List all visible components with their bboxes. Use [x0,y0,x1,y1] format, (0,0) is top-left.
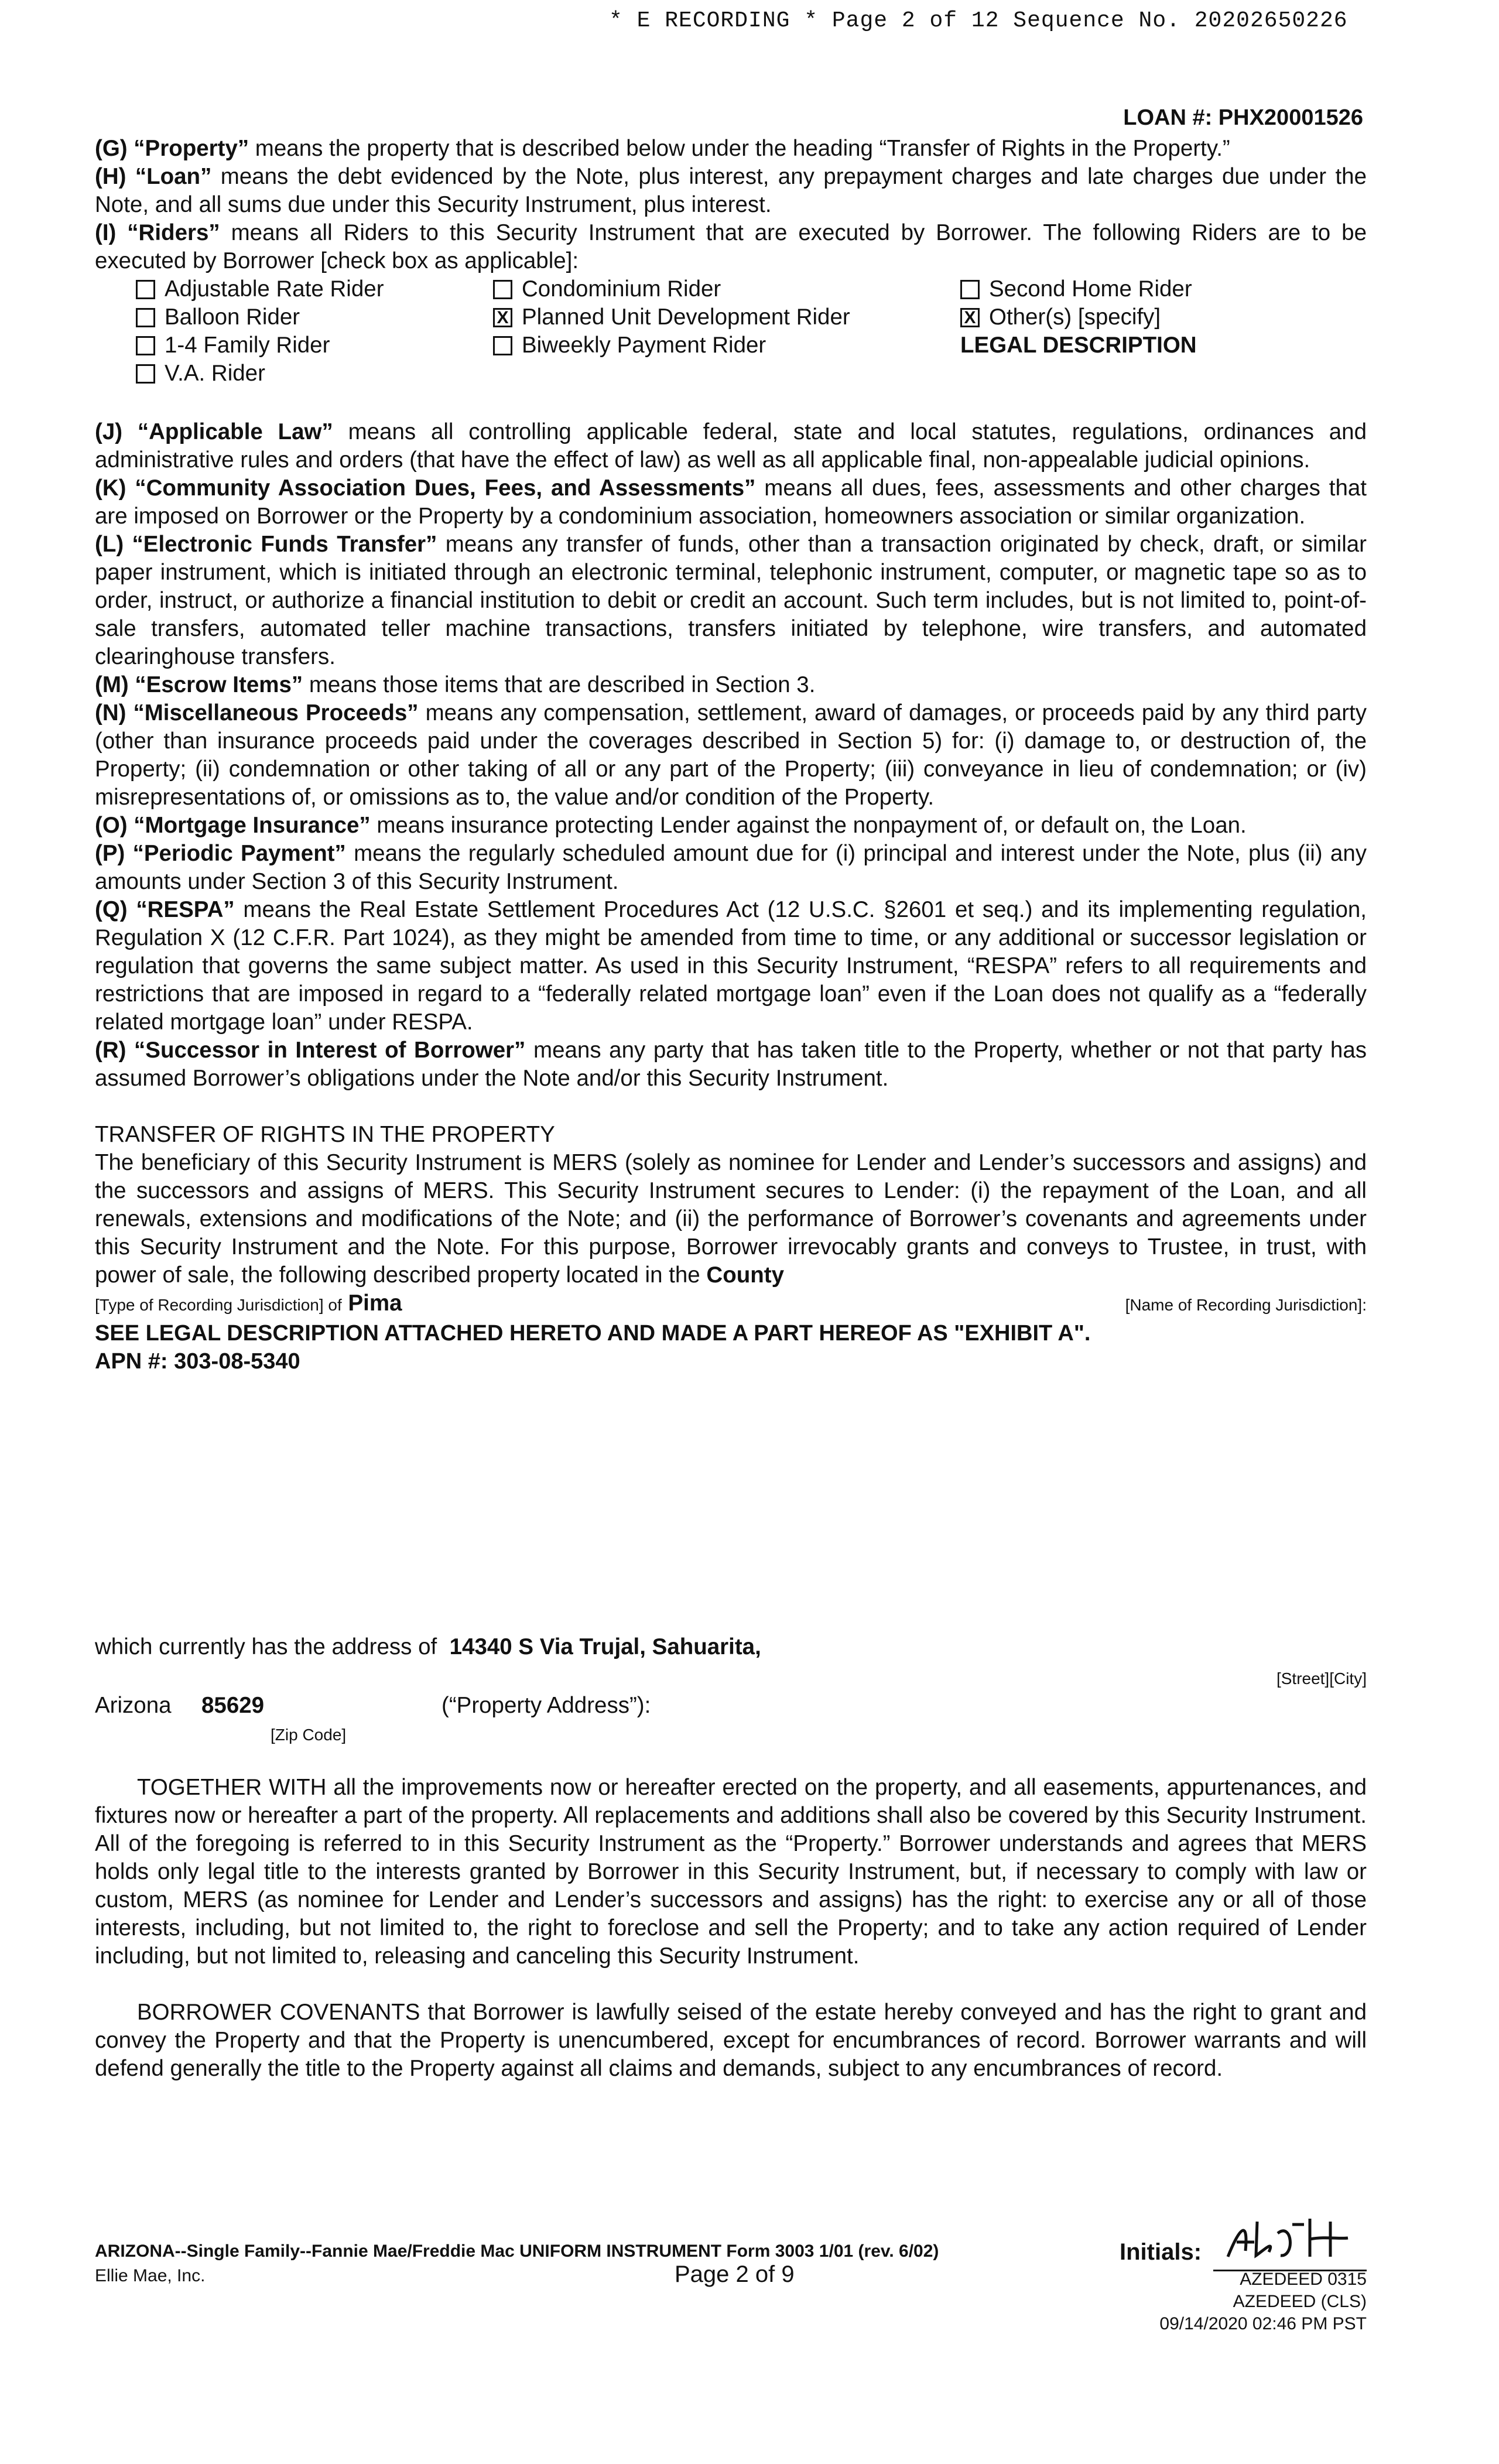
jurisdiction-type: County [706,1262,784,1288]
together-paragraph: TOGETHER WITH all the improvements now or hereafter erected on the property, and all easements, appurtenances, and fixtures now or hereafter a part of the property. All replacements and additions shall also be covered by this Security Instrument. All of the foregoing is referred to in this Security Instrument as the “Property.” Borrower understands and agrees that MERS holds only legal title to the interests granted by Borrower in this Security Instrument, but, if necessary to comply with law or custom, MERS (as nominee for Lender and Lender’s successors and assigns) has the right: to exercise any or all of those interests, including, but not limited to, the right to foreclose and sell the Property; and to take any action required of Lender including, but not limited to, releasing and canceling this Security Instrument. [95,1775,1367,1969]
def-text: means all Riders to this Security Instrument that are executed by Borrower. The following Riders are to be executed by Borrower [check box as applicable]: [95,220,1367,273]
checkbox[interactable] [960,280,980,299]
def-text: means any transfer of funds, other than a transaction originated by check, draft, or similar paper instrument, which is initiated through an electronic terminal, telephonic instrument, computer, or magnetic tape so as to order, instruct, or authorize a financial institution to debit or credit an account. Such term includes, but is not limited to, point-of-sale transfers, automated teller machine transactions, transfers initiated by telephone, wire transfers, and automated clearinghouse transfers. [95,532,1367,669]
rider-va [136,360,265,388]
definition-j [95,418,1367,474]
def-text: means insurance protecting Lender against the nonpayment of, or default on, the Loan. [370,813,1247,838]
initials-label: Initials: [1120,2239,1202,2265]
def-label: (R) “Successor in Interest of Borrower” [95,1038,526,1063]
def-label: (P) “Periodic Payment” [95,841,346,866]
checkbox[interactable] [493,280,512,299]
def-text: means all dues, fees, assessments and other charges that are imposed on Borrower or the Property by a condominium association, homeowners association or similar organization. [95,475,1367,529]
checkbox[interactable] [136,364,155,384]
checkbox[interactable] [136,308,155,327]
riders-checklist [95,275,1367,390]
page-number: Page 2 of 9 [675,2261,795,2287]
definition-q [95,896,1367,1036]
type-label: [Type of Recording Jurisdiction] of [95,1296,342,1314]
def-text: means any party that has taken title to the Property, whether or not that party has assumed Borrower’s obligations under the Note and/or this Security Instrument. [95,1038,1367,1091]
rider-label: Adjustable Rate Rider [165,276,384,302]
vendor-name: Ellie Mae, Inc. [95,2266,206,2285]
print-datetime: 09/14/2020 02:46 PM PST [1159,2314,1367,2333]
rider-biweekly-payment [493,331,766,360]
def-label: (G) “Property” [95,136,249,161]
rider-other [960,303,1161,331]
loan-number: LOAN #: PHX20001526 [1123,105,1363,130]
rider-second-home [960,275,1192,303]
def-text: means the property that is described below under the heading “Transfer of Rights in the Property.” [249,136,1230,161]
covenants-paragraph: BORROWER COVENANTS that Borrower is lawfully seised of the estate hereby conveyed and has the right to grant and convey the Property and that the Property is unencumbered, except for encumbrances of record. Borrower warrants and will defend generally the title to the Property against all claims and demands, subject to any encumbrances of record. [95,2000,1367,2081]
definition-n [95,699,1367,812]
name-label: [Name of Recording Jurisdiction]: [1125,1296,1367,1314]
definition-k [95,474,1367,531]
legal-description-line: SEE LEGAL DESCRIPTION ATTACHED HERETO AND MADE A PART HEREOF AS "EXHIBIT A". [95,1321,1091,1346]
document-body [95,135,1367,2083]
apn-number: APN #: 303-08-5340 [95,1349,300,1374]
rider-label: 1-4 Family Rider [165,333,330,358]
def-text: means any compensation, settlement, award of damages, or proceeds paid by any third party (other than insurance proceeds paid under the coverages described in Section 5) for: (i) damage to, or destruction of, the Property; (ii) condemnation or other taking of all or any part of the Property; (iii) conveyance in lieu of condemnation; or (iv) misrepresentations of, or omissions as to, the value and/or condition of the Property. [95,700,1367,810]
def-label: (K) “Community Association Dues, Fees, and Assessments” [95,475,756,501]
rider-label: Other(s) [specify] [989,304,1161,330]
def-text: means the Real Estate Settlement Procedures Act (12 U.S.C. §2601 et seq.) and its implementing regulation, Regulation X (12 C.F.R. Part 1024), as they might be amended from time to time, or any additional or successor legislation or regulation that governs the same subject matter. As used in this Security Instrument, “RESPA” refers to all requirements and restrictions that are imposed in regard to a “federally related mortgage loan” even if the Loan does not qualify as a “federally related mortgage loan” under RESPA. [95,897,1367,1035]
rider-other-specified: LEGAL DESCRIPTION [960,333,1197,358]
zip-code-label: [Zip Code] [271,1726,347,1744]
definition-g [95,135,1367,163]
def-text: means those items that are described in Section 3. [303,672,816,697]
definition-i [95,219,1367,275]
property-address-label: (“Property Address”): [442,1693,651,1718]
def-text: means the regularly scheduled amount due for (i) principal and interest under the Note, plus (ii) any amounts under Section 3 of this Security Instrument. [95,841,1367,894]
checkbox[interactable] [136,280,155,299]
address-line [95,1633,761,1661]
def-label: (I) “Riders” [95,220,220,245]
rider-condominium [493,275,721,303]
rider-planned-unit-development [493,303,850,331]
definition-r [95,1036,1367,1093]
definition-m [95,671,1367,699]
document-codes [1159,2268,1367,2335]
transfer-text: The beneficiary of this Security Instrument is MERS (solely as nominee for Lender and Lender’s successors and assigns) and the successors and assigns of MERS. This Security Instrument secures to Lender: (i) the repayment of the Loan, and all renewals, extensions and modifications of the Note; and (ii) the performance of Borrower’s covenants and agreements under this Security Instrument and the Note. For this purpose, Borrower irrevocably grants and conveys to Trustee, in trust, with power of sale, the following described property located in the [95,1150,1367,1288]
checkbox-checked[interactable]: X [960,308,980,327]
transfer-heading: TRANSFER OF RIGHTS IN THE PROPERTY [95,1122,555,1147]
checkbox-checked[interactable]: X [493,308,512,327]
page-footer [95,2239,1367,2356]
rider-label: Condominium Rider [522,276,721,302]
street-city-label: [Street][City] [1276,1669,1367,1688]
jurisdiction-name: Pima [348,1291,402,1316]
form-title: ARIZONA--Single Family--Fannie Mae/Freddie Mac UNIFORM INSTRUMENT Form 3003 1/01 (rev. 6/02) [95,2241,939,2261]
rider-label: V.A. Rider [165,361,265,386]
definition-o [95,812,1367,840]
rider-label: Balloon Rider [165,304,300,330]
def-text: means the debt evidenced by the Note, plus interest, any prepayment charges and late charges due under the Note, and all sums due under this Security Instrument, plus interest. [95,164,1367,217]
form-info [95,2239,939,2288]
jurisdiction-line [95,1289,1367,1319]
form-code: AZEDEED 0315 [1240,2270,1367,2289]
rider-adjustable-rate [136,275,384,303]
address-prefix: which currently has the address of [95,1634,437,1659]
initials-signature [1222,2216,1357,2268]
rider-label: Biweekly Payment Rider [522,333,766,358]
definition-l [95,531,1367,671]
def-label: (J) “Applicable Law” [95,419,333,444]
definition-p [95,840,1367,896]
transfer-paragraph [95,1149,1367,1289]
state: Arizona [95,1693,172,1718]
rider-label: Planned Unit Development Rider [522,304,850,330]
rider-1-4-family [136,331,330,360]
zip-code: 85629 [201,1693,265,1718]
rider-label: Second Home Rider [989,276,1192,302]
def-text: means all controlling applicable federal, state and local statutes, regulations, ordinances and administrative rules and orders (that have the effect of law) as well as all applicable final, non-appealable judicial opinions. [95,419,1367,473]
def-label: (Q) “RESPA” [95,897,235,922]
definition-h [95,163,1367,219]
rider-balloon [136,303,300,331]
street-city: 14340 S Via Trujal, Sahuarita, [449,1634,761,1659]
def-label: (O) “Mortgage Insurance” [95,813,371,838]
checkbox[interactable] [493,336,512,355]
def-label: (N) “Miscellaneous Proceeds” [95,700,419,725]
checkbox[interactable] [136,336,155,355]
def-label: (L) “Electronic Funds Transfer” [95,532,437,557]
def-label: (M) “Escrow Items” [95,672,303,697]
form-code-cls: AZEDEED (CLS) [1233,2292,1367,2311]
property-address-block [95,1633,1367,1750]
recording-header: * E RECORDING * Page 2 of 12 Sequence No. 20202650226 [609,8,1348,33]
def-label: (H) “Loan” [95,164,212,189]
